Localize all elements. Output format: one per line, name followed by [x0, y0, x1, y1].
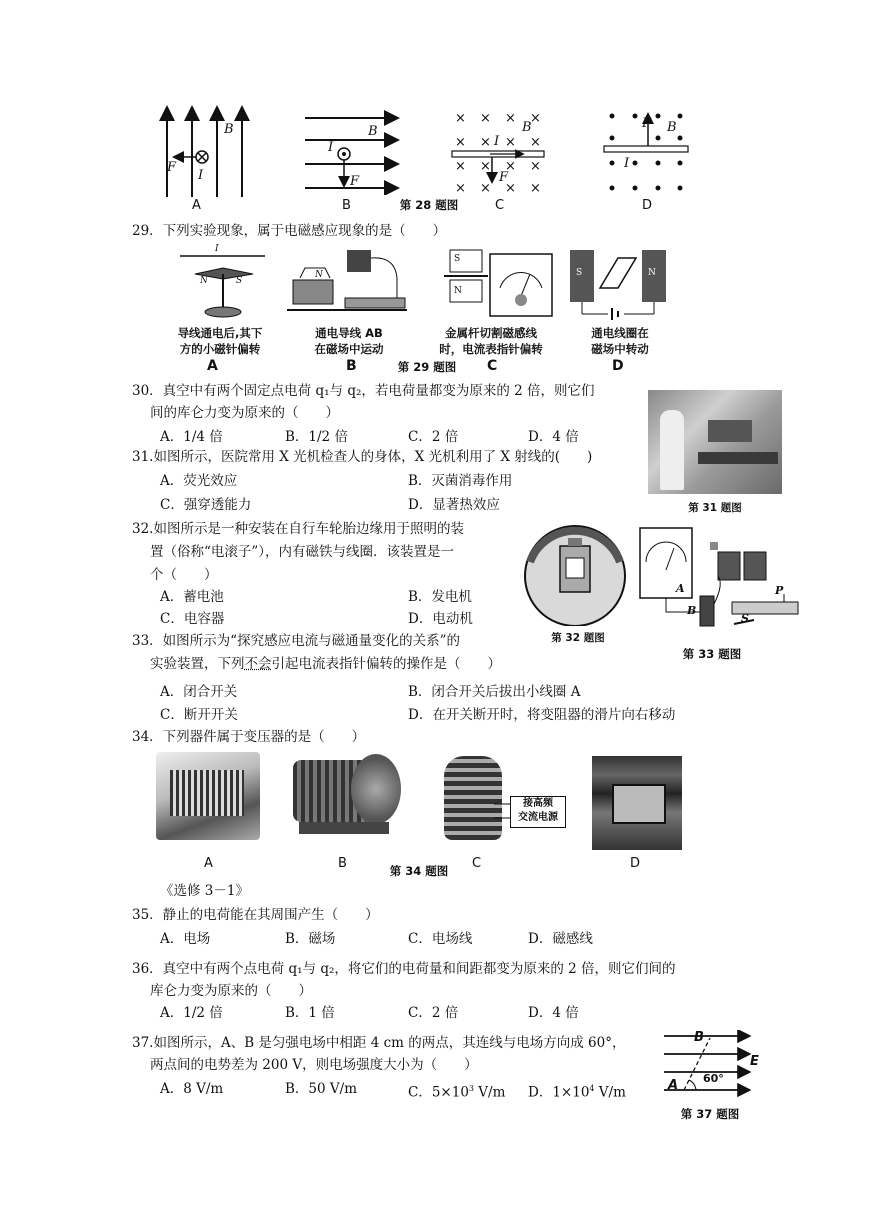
- q37-caption: 第 37 题图: [680, 1107, 740, 1121]
- q34-label-b: B: [338, 856, 347, 871]
- q29-b-symbol-n: N: [315, 270, 323, 280]
- q34-label-d: D: [630, 856, 641, 871]
- q31-option-c: C．强穿透能力: [160, 497, 252, 513]
- q30-option-b: B．1/2 倍: [285, 429, 348, 445]
- q37-option-a: A．8 V/m: [160, 1081, 224, 1097]
- q29-caption-c-line1: 金属杆切割磁感线: [445, 326, 537, 340]
- q29-label-c: C: [487, 358, 498, 374]
- q28-c-symbol-b: B: [522, 120, 532, 135]
- q30-option-d: D．4 倍: [528, 429, 579, 445]
- q34-power-wires: [494, 800, 514, 824]
- q29-caption-b-line2: 在磁场中运动: [314, 342, 384, 356]
- q36-stem-line1: 36．真空中有两个点电荷 q₁与 q₂，将它们的电荷量和间距都变为原来的 2 倍，则它们间的: [132, 961, 676, 977]
- q28-label-b: B: [342, 198, 351, 213]
- q34-label-c: C: [472, 856, 482, 871]
- q29-figure-b: [285, 248, 415, 323]
- svg-text:×: ×: [505, 181, 516, 196]
- q33-caption: 第 33 题图: [682, 647, 742, 661]
- q36-option-a: A．1/2 倍: [160, 1005, 223, 1021]
- svg-text:×: ×: [530, 181, 541, 196]
- q37-symbol-e: E: [750, 1054, 759, 1069]
- svg-text:×: ×: [530, 159, 541, 174]
- q34-photo-c-coil: [444, 756, 502, 840]
- q34-power-label-line2: 交流电源: [518, 812, 558, 823]
- q31-photo-person: [660, 410, 684, 490]
- q31-photo-table: [698, 452, 778, 464]
- q32-option-b: B．发电机: [408, 589, 472, 605]
- svg-text:×: ×: [480, 135, 491, 150]
- q31-photo-machine: [708, 420, 752, 442]
- q34-photo-b-end: [351, 754, 401, 824]
- q37-option-b: B．50 V/m: [285, 1081, 357, 1097]
- q31-option-d: D．显著热效应: [408, 497, 500, 513]
- section-heading: 《选修 3－1》: [160, 883, 249, 899]
- q37-option-c-pre: C．5×10: [408, 1084, 469, 1101]
- q31-stem: 31.如图所示，医院常用 X 光机检查人的身体，X 光机利用了 X 射线的( ): [132, 449, 593, 465]
- q28-label-a: A: [192, 198, 201, 213]
- q29-caption-d-line1: 通电线圈在: [591, 326, 649, 340]
- q29-figure-d: [568, 248, 668, 323]
- q31-caption: 第 31 题图: [688, 502, 742, 514]
- q29-label-b: B: [346, 358, 357, 374]
- q37-option-c-post: V/m: [474, 1084, 506, 1101]
- q31-option-a: A．荧光效应: [160, 473, 238, 489]
- q35-option-c: C．电场线: [408, 931, 473, 947]
- q33-option-c: C．断开开关: [160, 707, 238, 723]
- q28-b-symbol-i: I: [328, 140, 334, 155]
- q28-a-symbol-f: F: [167, 160, 177, 175]
- q33-stem-line2-post: 引起电流表指针偏转的操作是（ ）: [271, 656, 501, 672]
- q31-option-b: B．灭菌消毒作用: [408, 473, 513, 489]
- q28-d-symbol-i: I: [624, 156, 630, 171]
- q30-option-a: A．1/4 倍: [160, 429, 223, 445]
- q29-a-symbol-i: I: [215, 244, 219, 254]
- svg-text:×: ×: [505, 111, 516, 126]
- q32-option-c: C．电容器: [160, 611, 225, 627]
- q29-c-symbol-n: N: [454, 286, 462, 296]
- q33-symbol-a: A: [676, 582, 685, 595]
- q30-stem-line1: 30．真空中有两个固定点电荷 q₁与 q₂，若电荷量都变为原来的 2 倍，则它们: [132, 383, 595, 399]
- q35-option-a: A．电场: [160, 931, 211, 947]
- q28-b-symbol-f: F: [350, 174, 360, 189]
- q29-d-symbol-n: N: [648, 268, 656, 278]
- q32-stem-line1: 32.如图所示是一种安装在自行车轮胎边缘用于照明的装: [132, 521, 464, 537]
- q29-caption-d-line2: 磁场中转动: [591, 342, 649, 356]
- q33-symbol-p: P: [775, 584, 784, 597]
- q35-option-d: D．磁感线: [528, 931, 593, 947]
- q29-d-symbol-s: S: [576, 268, 583, 278]
- q37-angle-label: 60°: [703, 1072, 724, 1085]
- svg-text:×: ×: [455, 111, 466, 126]
- q33-option-a: A．闭合开关: [160, 684, 238, 700]
- q34-photo-b-motor: [285, 752, 403, 840]
- q28-c-symbol-i: I: [494, 134, 500, 149]
- q28-b-symbol-b: B: [368, 124, 378, 139]
- q34-photo-a-variable-capacitor: [156, 752, 260, 840]
- q28-c-symbol-f: F: [499, 170, 509, 185]
- q29-caption-b-line1: 通电导线 AB: [315, 326, 383, 340]
- svg-text:×: ×: [455, 135, 466, 150]
- q32-stem-line2: 置（俗称“电滚子”），内有磁铁与线圈．该装置是一: [150, 544, 455, 560]
- q29-figure-a: [175, 246, 270, 321]
- q37-symbol-b: B: [694, 1030, 704, 1045]
- q29-c-symbol-s: S: [454, 254, 461, 264]
- q28-d-symbol-b: B: [667, 120, 677, 135]
- q30-stem-line2: 间的库仑力变为原来的（ ）: [150, 405, 339, 421]
- svg-text:×: ×: [480, 159, 491, 174]
- q35-stem: 35．静止的电荷能在其周围产生（ ）: [132, 907, 379, 923]
- q37-option-d-exp: 4: [589, 1084, 595, 1093]
- svg-text:×: ×: [530, 135, 541, 150]
- q36-option-d: D．4 倍: [528, 1005, 579, 1021]
- q34-stem: 34．下列器件属于变压器的是（ ）: [132, 729, 366, 745]
- q37-stem-line2: 两点间的电势差为 200 V，则电场强度大小为（ ）: [150, 1057, 478, 1073]
- q32-option-d: D．电动机: [408, 611, 473, 627]
- q37-option-d-post: V/m: [594, 1084, 626, 1101]
- q36-stem-line2: 库仑力变为原来的（ ）: [150, 983, 312, 999]
- q33-stem-line2-pre: 实验装置，下列: [150, 656, 245, 672]
- svg-text:×: ×: [505, 135, 516, 150]
- q33-stem-line1: 33．如图所示为“探究感应电流与磁通量变化的关系”的: [132, 633, 460, 649]
- q37-option-c-exp: 3: [468, 1084, 475, 1093]
- q33-option-b: B．闭合开关后拔出小线圈 A: [408, 684, 581, 700]
- svg-text:×: ×: [530, 111, 541, 126]
- q33-stem-line2: [150, 655, 501, 673]
- q28-figure-a: [150, 105, 260, 200]
- svg-text:×: ×: [480, 111, 491, 126]
- svg-text:×: ×: [455, 181, 466, 196]
- q34-photo-b-base: [299, 822, 389, 834]
- q28-label-c: C: [495, 198, 505, 213]
- q29-a-symbol-n: N: [200, 276, 208, 286]
- q36-option-c: C．2 倍: [408, 1005, 459, 1021]
- q28-label-d: D: [642, 198, 653, 213]
- q37-option-d-pre: D．1×10: [528, 1084, 590, 1101]
- q33-symbol-b: B: [687, 604, 697, 617]
- q33-figure-apparatus: [634, 524, 804, 636]
- q33-option-d: D．在开关断开时，将变阻器的滑片向右移动: [408, 707, 676, 723]
- q31-xray-photo: [648, 390, 782, 494]
- q29-caption: 第 29 题图: [397, 360, 457, 374]
- q32-caption: 第 32 题图: [551, 632, 605, 644]
- q34-power-label-line1: 接高频: [523, 798, 553, 809]
- svg-text:×: ×: [480, 181, 491, 196]
- q32-stem-line3: 个（ ）: [150, 567, 218, 583]
- q34-caption: 第 34 题图: [389, 864, 449, 878]
- q28-caption: 第 28 题图: [399, 198, 459, 212]
- q29-a-symbol-s: S: [236, 276, 243, 286]
- q29-label-a: A: [207, 358, 218, 374]
- q34-label-a: A: [204, 856, 213, 871]
- q28-d-symbol-f: F: [642, 116, 652, 131]
- q34-power-label-box: [510, 796, 566, 828]
- q29-caption-c-line2: 时，电流表指针偏转: [439, 342, 543, 356]
- q37-option-d: [528, 1080, 626, 1102]
- svg-text:×: ×: [505, 159, 516, 174]
- q34-photo-a-plates: [170, 770, 244, 816]
- q28-a-symbol-i: I: [198, 168, 204, 183]
- q33-stem-line2-emph: 不会: [244, 656, 272, 672]
- q29-stem: 29．下列实验现象，属于电磁感应现象的是（ ）: [132, 223, 447, 239]
- q37-symbol-a: A: [668, 1078, 679, 1093]
- q29-caption-a-line1: 导线通电后,其下: [177, 326, 263, 340]
- q37-stem-line1: 37.如图所示，A、B 是匀强电场中相距 4 cm 的两点，其连线与电场方向成 60°，: [132, 1035, 626, 1051]
- q37-option-c: [408, 1080, 505, 1102]
- q33-symbol-s: S: [741, 612, 749, 625]
- q34-photo-d-transformer: [592, 756, 682, 850]
- q28-a-symbol-b: B: [224, 122, 234, 137]
- q29-label-d: D: [612, 358, 624, 374]
- q36-option-b: B．1 倍: [285, 1005, 335, 1021]
- q30-option-c: C．2 倍: [408, 429, 459, 445]
- svg-text:×: ×: [455, 159, 466, 174]
- q35-option-b: B．磁场: [285, 931, 336, 947]
- q32-option-a: A．蓄电池: [160, 589, 224, 605]
- q29-caption-a-line2: 方的小磁针偏转: [179, 342, 261, 356]
- q32-figure-dynamo: [522, 516, 628, 626]
- q34-photo-d-core: [612, 784, 666, 824]
